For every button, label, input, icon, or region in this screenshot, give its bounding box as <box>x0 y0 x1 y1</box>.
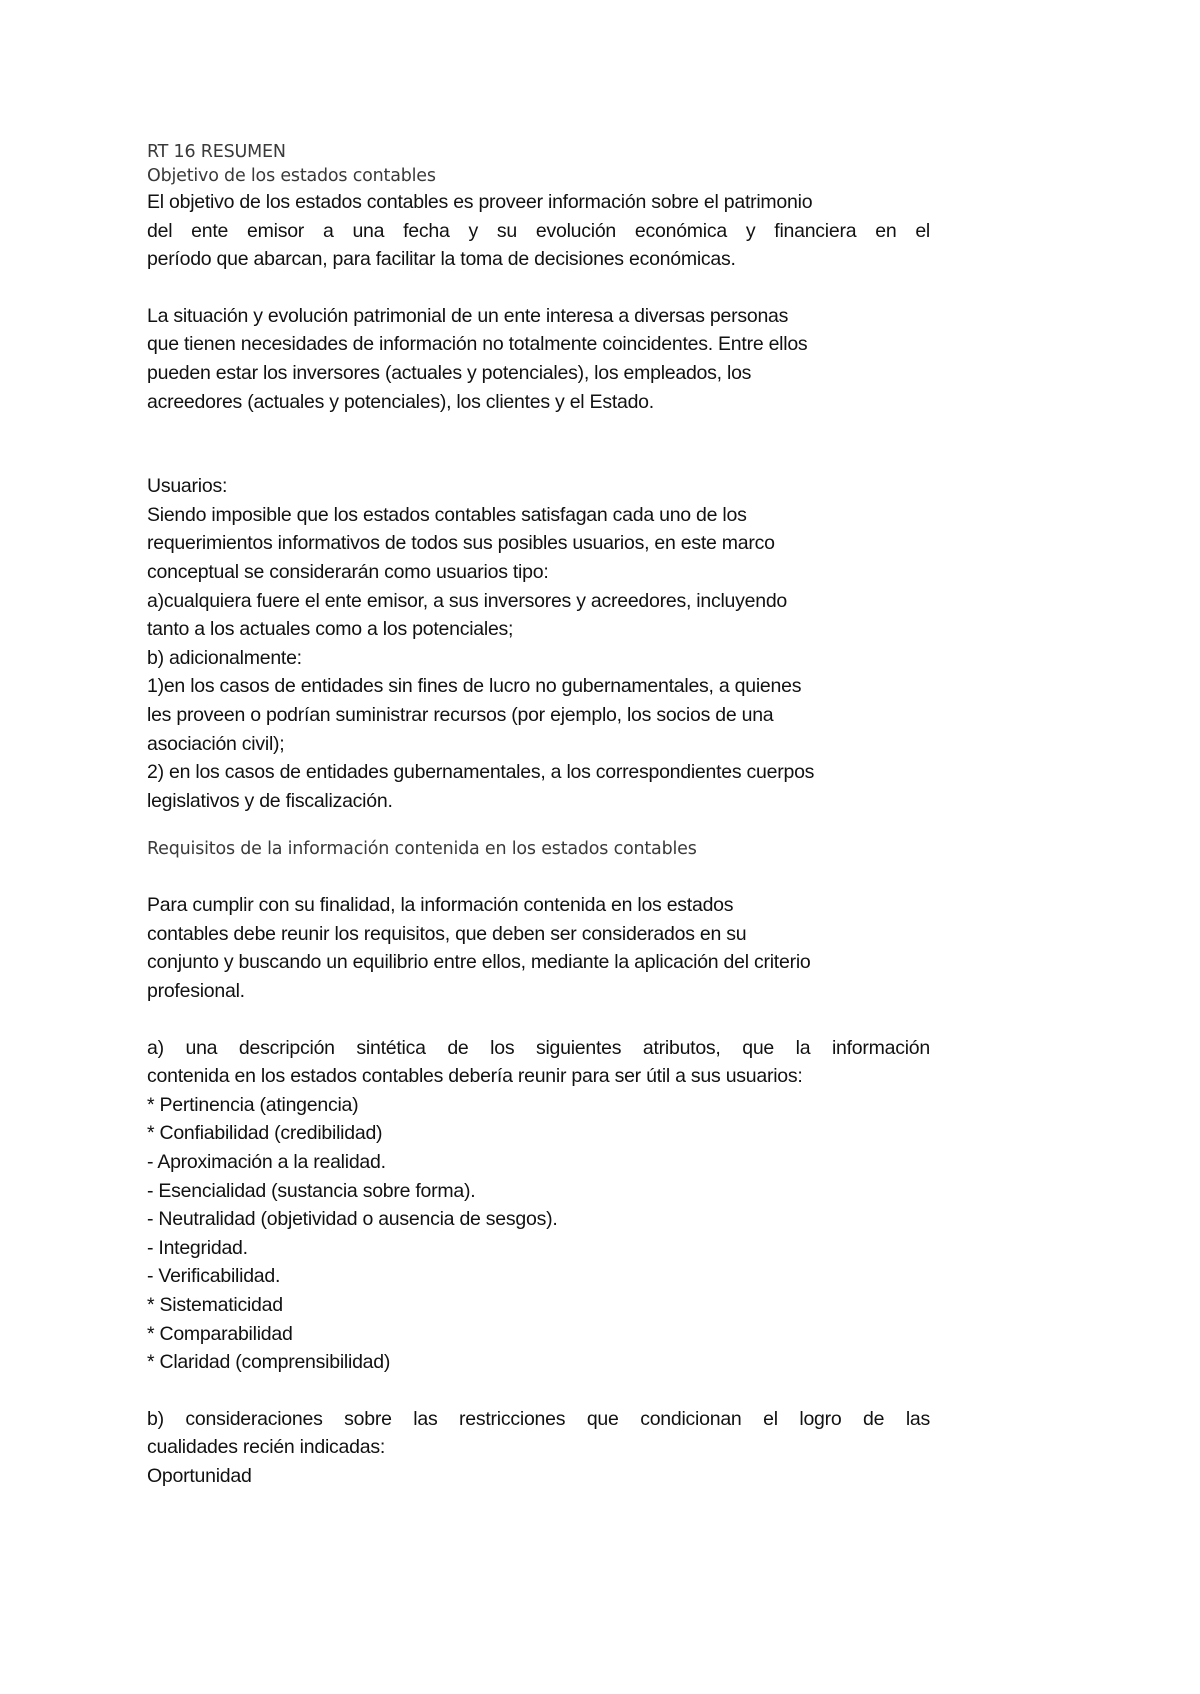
paragraph-line: asociación civil); <box>147 732 285 755</box>
paragraph-line: período que abarcan, para facilitar la toma de decisiones económicas. <box>147 248 736 271</box>
list-item: * Sistematicidad <box>147 1294 283 1316</box>
document-page <box>147 140 947 1491</box>
list-item: - Integridad. <box>147 1236 248 1259</box>
list-item: - Neutralidad (objetividad o ausencia de sesgos). <box>147 1208 558 1231</box>
list-item: - Verificabilidad. <box>147 1265 281 1288</box>
situacion-paragraph <box>147 302 947 416</box>
document-title: RT 16 RESUMEN <box>147 142 286 162</box>
paragraph-line: Para cumplir con su finalidad, la información contenida en los estados <box>147 894 734 917</box>
paragraph-line: El objetivo de los estados contables es proveer información sobre el patrimonio <box>147 191 813 213</box>
paragraph-line: Oportunidad <box>147 1464 252 1487</box>
paragraph-line: les proveen o podrían suministrar recursos (por ejemplo, los socios de una <box>147 703 774 726</box>
requisitos-paragraph <box>147 891 947 1005</box>
paragraph-line: 2) en los casos de entidades gubernamentales, a los correspondientes cuerpos <box>147 761 815 784</box>
list-item: * Comparabilidad <box>147 1322 293 1345</box>
usuarios-heading: Usuarios: <box>147 475 228 498</box>
section-heading-objetivo: Objetivo de los estados contables <box>147 166 436 186</box>
paragraph-line: pueden estar los inversores (actuales y potenciales), los empleados, los <box>147 361 752 384</box>
paragraph-line: b) consideraciones sobre las restricciones que condicionan el logro de las <box>147 1407 930 1430</box>
paragraph-line: a) una descripción sintética de los siguientes atributos, que la información <box>147 1036 930 1059</box>
paragraph-line: del ente emisor a una fecha y su evolución económica y financiera en el <box>147 219 930 242</box>
paragraph-line: contenida en los estados contables debería reunir para ser útil a sus usuarios: <box>147 1065 803 1088</box>
list-item: * Claridad (comprensibilidad) <box>147 1351 391 1374</box>
paragraph-line: La situación y evolución patrimonial de un ente interesa a diversas personas <box>147 304 789 327</box>
paragraph-line: cualidades recién indicadas: <box>147 1436 385 1459</box>
paragraph-line: acreedores (actuales y potenciales), los clientes y el Estado. <box>147 390 654 413</box>
paragraph-line: b) adicionalmente: <box>147 646 302 669</box>
paragraph-line: conjunto y buscando un equilibrio entre ellos, mediante la aplicación del criterio <box>147 951 811 974</box>
paragraph-line: contables debe reunir los requisitos, que deben ser considerados en su <box>147 922 747 945</box>
paragraph-line: 1)en los casos de entidades sin fines de lucro no gubernamentales, a quienes <box>147 675 802 698</box>
restricciones-paragraph <box>147 1405 947 1491</box>
section-heading-requisitos: Requisitos de la información contenida en los estados contables <box>147 839 697 860</box>
paragraph-line: requerimientos informativos de todos sus posibles usuarios, en este marco <box>147 532 775 555</box>
paragraph-line: tanto a los actuales como a los potenciales; <box>147 618 514 641</box>
atributos-list <box>147 1034 947 1377</box>
paragraph-line: a)cualquiera fuere el ente emisor, a sus inversores y acreedores, incluyendo <box>147 589 788 612</box>
paragraph-line: Siendo imposible que los estados contables satisfagan cada uno de los <box>147 503 747 526</box>
usuarios-section <box>147 472 947 815</box>
list-item: - Aproximación a la realidad. <box>147 1151 386 1174</box>
paragraph-line: legislativos y de fiscalización. <box>147 789 393 812</box>
list-item: - Esencialidad (sustancia sobre forma). <box>147 1179 476 1202</box>
paragraph-line: conceptual se considerarán como usuarios tipo: <box>147 560 549 583</box>
paragraph-line: profesional. <box>147 980 245 1003</box>
list-item: * Confiabilidad (credibilidad) <box>147 1122 383 1145</box>
paragraph-line: que tienen necesidades de información no totalmente coincidentes. Entre ellos <box>147 333 808 356</box>
objetivo-paragraph <box>147 188 947 274</box>
list-item: * Pertinencia (atingencia) <box>147 1093 359 1116</box>
